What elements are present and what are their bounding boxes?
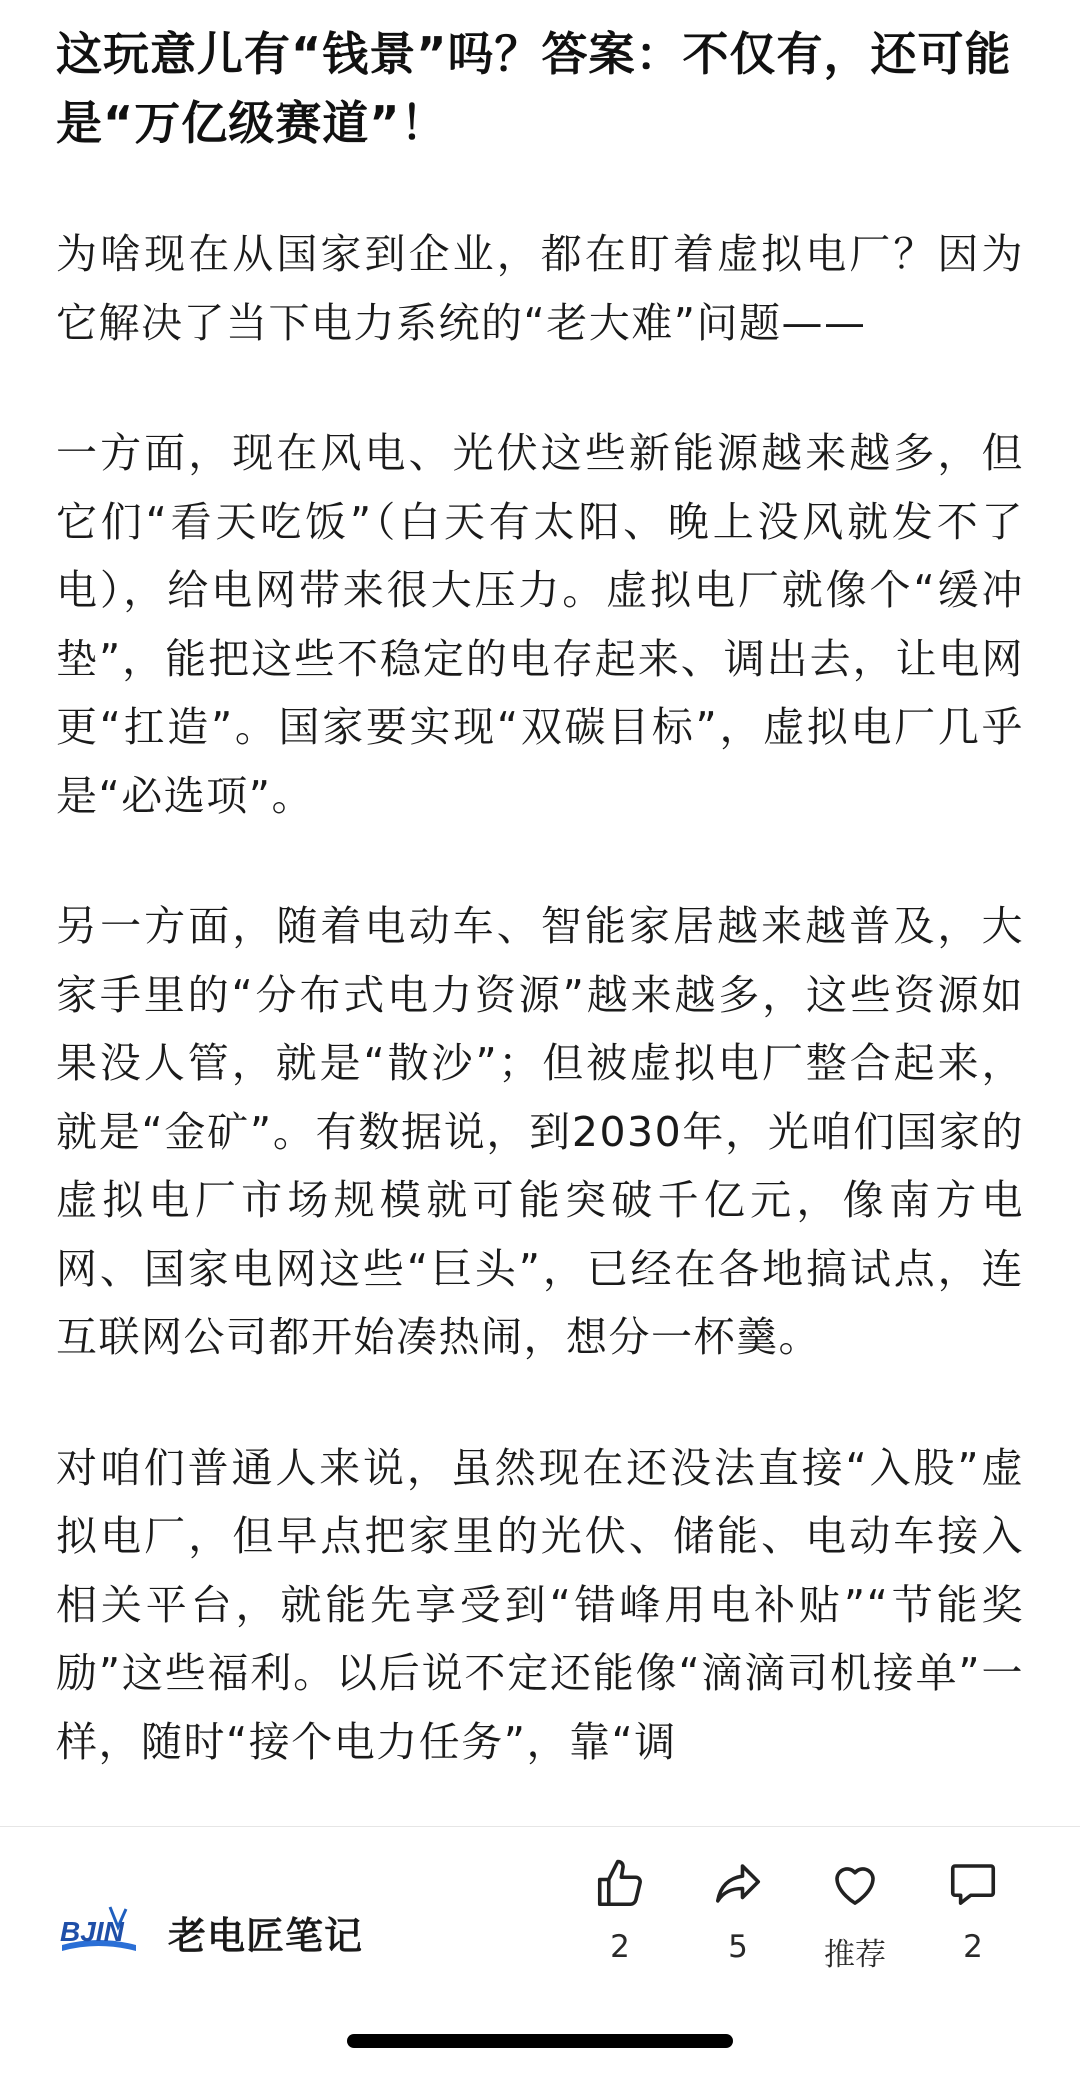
share-arrow-icon	[711, 1857, 765, 1911]
recommend-label: 推荐	[824, 1937, 886, 1973]
comment-button[interactable]	[918, 1857, 1028, 1997]
author-name[interactable]: 老电匠笔记	[168, 1913, 364, 1958]
comment-count: 2	[963, 1929, 983, 1965]
content-fade	[0, 1806, 1080, 1826]
heart-icon	[828, 1857, 882, 1911]
share-button[interactable]	[683, 1857, 793, 1997]
comment-bubble-icon	[946, 1857, 1000, 1911]
recommend-button[interactable]	[800, 1857, 910, 1997]
article-paragraph-4: 对咱们普通人来说，虽然现在还没法直接“入股”虚拟电厂，但早点把家里的光伏、储能、电动车接入相关平台，就能先享受到“错峰用电补贴”“节能奖励”这些福利。以后说不定还能像“滴滴司机接单”一样，随时“接个电力任务”，靠“调	[56, 1443, 1024, 1766]
article-heading: 这玩意儿有“钱景”吗？答案：不仅有，还可能是“万亿级赛道”！	[56, 27, 1012, 150]
bottom-action-bar	[0, 1826, 1080, 2074]
author-info[interactable]	[56, 1877, 363, 1987]
article-paragraph-2: 一方面，现在风电、光伏这些新能源越来越多，但它们“看天吃饭”（白天有太阳、晚上没风就发不了电），给电网带来很大压力。虚拟电厂就像个“缓冲垫”，能把这些不稳定的电存起来、调出去，让电网更“扛造”。国家要实现“双碳目标”，虚拟电厂几乎是“必选项”。	[56, 429, 1024, 820]
share-count: 5	[728, 1929, 748, 1965]
thumbs-up-icon	[593, 1857, 647, 1911]
article-content	[56, 0, 1024, 1826]
article-paragraph-3: 另一方面，随着电动车、智能家居越来越普及，大家手里的“分布式电力资源”越来越多，这些资源如果没人管，就是“散沙”；但被虚拟电厂整合起来，就是“金矿”。有数据说，到2030年，光咱们国家的虚拟电厂市场规模就可能突破千亿元，像南方电网、国家电网这些“巨头”，已经在各地搞试点，连互联网公司都开始凑热闹，想分一杯羹。	[56, 902, 1024, 1361]
svg-text:BJIN: BJIN	[60, 1916, 124, 1947]
like-count: 2	[610, 1929, 630, 1965]
author-logo	[56, 1901, 140, 1963]
home-indicator[interactable]	[347, 2034, 733, 2048]
article-paragraph-1: 为啥现在从国家到企业，都在盯着虚拟电厂？因为它解决了当下电力系统的“老大难”问题——	[56, 230, 1024, 347]
like-button[interactable]	[565, 1857, 675, 1997]
